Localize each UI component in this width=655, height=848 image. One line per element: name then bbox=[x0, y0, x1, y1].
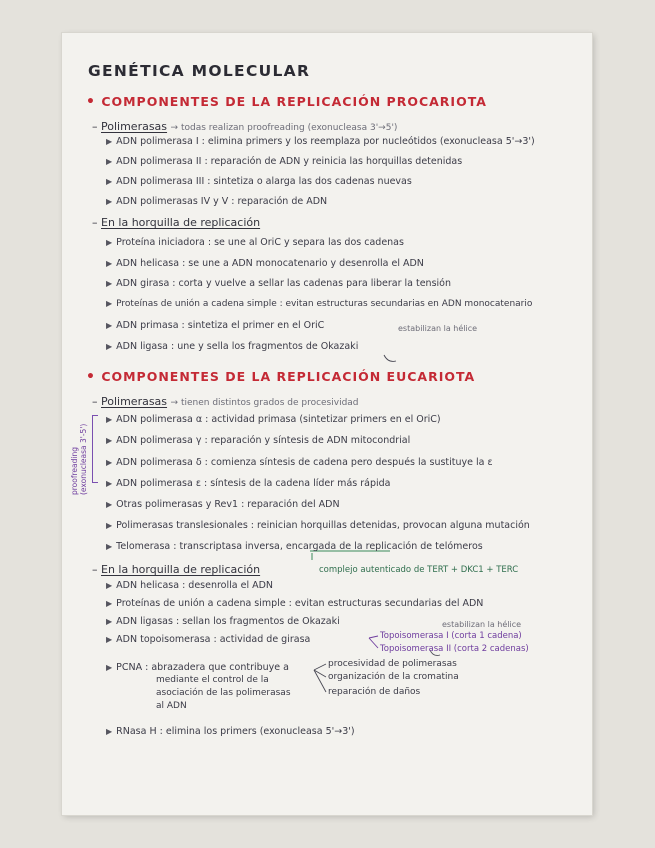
pcna-item-line: mediante el control de la bbox=[156, 675, 269, 685]
bullet-triangle-icon: ▶ bbox=[106, 581, 113, 590]
pcna-item-line: asociación de las polimerasas bbox=[156, 688, 291, 698]
bullet-triangle-icon: ▶ bbox=[106, 521, 113, 530]
eukaryote-pol-item: ▶ Telomerasa : transcriptasa inversa, encargada de la replicación de telómeros bbox=[106, 541, 483, 552]
notebook-page bbox=[62, 33, 592, 815]
prokaryote-fork-item: ▶ ADN ligasa : une y sella los fragmentos de Okazaki bbox=[106, 341, 359, 352]
bullet-triangle-icon: ▶ bbox=[106, 299, 113, 308]
eukaryote-pol-item: ▶ ADN polimerasa α : actividad primasa (sintetizar primers en el OriC) bbox=[106, 414, 441, 425]
prokaryote-fork-item: ▶ Proteína iniciadora : se une al OriC y separa las dos cadenas bbox=[106, 237, 404, 248]
prokaryote-fork-item: ▶ ADN helicasa : se une a ADN monocatenario y desenrolla el ADN bbox=[106, 258, 424, 269]
pcna-role: procesividad de polimerasas bbox=[328, 659, 457, 669]
bullet-triangle-icon: ▶ bbox=[106, 197, 113, 206]
bullet-triangle-icon: ▶ bbox=[106, 542, 113, 551]
eukaryote-heading: • COMPONENTES DE LA REPLICACIÓN EUCARIOTA bbox=[86, 369, 476, 385]
rnasa-item: ▶ RNasa H : elimina los primers (exonucleasa 5'→3') bbox=[106, 726, 355, 737]
bullet-triangle-icon: ▶ bbox=[106, 635, 113, 644]
prokaryote-polymerases-note: → todas realizan proofreading (exonucleasa 3'→5') bbox=[170, 123, 398, 133]
telomerase-complex-note: complejo autenticado de TERT + DKC1 + TERC bbox=[319, 565, 519, 575]
eukaryote-pol-item: ▶ ADN polimerasa δ : comienza síntesis de cadena pero después la sustituye la ε bbox=[106, 457, 493, 468]
bullet-triangle-icon: ▶ bbox=[106, 458, 113, 467]
eukaryote-fork-label: En la horquilla de replicación bbox=[101, 563, 261, 576]
eukaryote-polymerases-note: → tienen distintos grados de procesividad bbox=[170, 398, 359, 408]
pcna-item: ▶ PCNA : abrazadera que contribuye a bbox=[106, 662, 289, 673]
prokaryote-fork-item: ▶ ADN girasa : corta y vuelve a sellar las cadenas para liberar la tensión bbox=[106, 278, 451, 289]
eukaryote-polymerases-label: Polimerasas bbox=[101, 395, 168, 408]
bullet-triangle-icon: ▶ bbox=[106, 663, 113, 672]
eukaryote-fork-row: – En la horquilla de replicación bbox=[92, 563, 261, 576]
bullet-triangle-icon: ▶ bbox=[106, 279, 113, 288]
pcna-item-line: al ADN bbox=[156, 701, 187, 711]
pcna-role: reparación de daños bbox=[328, 687, 421, 697]
prokaryote-polymerases-label: Polimerasas bbox=[101, 120, 168, 133]
prokaryote-fork-row: – En la horquilla de replicación bbox=[92, 216, 261, 229]
prokaryote-pol-item: ▶ ADN polimerasa I : elimina primers y los reemplaza por nucleótidos (exonucleasa 5'→3') bbox=[106, 136, 535, 147]
eukaryote-pol-item: ▶ ADN polimerasa ε : síntesis de la cadena líder más rápida bbox=[106, 478, 391, 489]
bullet-triangle-icon: ▶ bbox=[106, 617, 113, 626]
prokaryote-pol-item: ▶ ADN polimerasas IV y V : reparación de ADN bbox=[106, 196, 328, 207]
prokaryote-stabilize-note: estabilizan la hélice bbox=[398, 324, 478, 333]
bullet-triangle-icon: ▶ bbox=[106, 177, 113, 186]
prokaryote-heading-text: COMPONENTES DE LA REPLICACIÓN PROCARIOTA bbox=[101, 94, 487, 109]
prokaryote-fork-item: ▶ ADN primasa : sintetiza el primer en el OriC bbox=[106, 320, 325, 331]
eukaryote-fork-item: ▶ Proteínas de unión a cadena simple : evitan estructuras secundarias del ADN bbox=[106, 598, 484, 609]
eukaryote-fork-item: ▶ ADN helicasa : desenrolla el ADN bbox=[106, 580, 274, 591]
eukaryote-fork-item: ▶ ADN topoisomerasa : actividad de girasa bbox=[106, 634, 311, 645]
bullet-triangle-icon: ▶ bbox=[106, 321, 113, 330]
bullet-triangle-icon: ▶ bbox=[106, 500, 113, 509]
bullet-triangle-icon: ▶ bbox=[106, 727, 113, 736]
bullet-triangle-icon: ▶ bbox=[106, 157, 113, 166]
pcna-role: organización de la cromatina bbox=[328, 672, 459, 682]
page-title: GENÉTICA MOLECULAR bbox=[88, 62, 311, 80]
bullet-triangle-icon: ▶ bbox=[106, 415, 113, 424]
bullet-triangle-icon: ▶ bbox=[106, 137, 113, 146]
eukaryote-stabilize-note: estabilizan la hélice bbox=[442, 620, 522, 629]
eukaryote-pol-item: ▶ Otras polimerasas y Rev1 : reparación del ADN bbox=[106, 499, 340, 510]
proofreading-brace bbox=[92, 415, 98, 483]
prokaryote-pol-item: ▶ ADN polimerasa III : sintetiza o alarga las dos cadenas nuevas bbox=[106, 176, 412, 187]
bullet-triangle-icon: ▶ bbox=[106, 238, 113, 247]
bullet-triangle-icon: ▶ bbox=[106, 479, 113, 488]
eukaryote-pol-item: ▶ Polimerasas translesionales : reinician horquillas detenidas, provocan alguna mutación bbox=[106, 520, 530, 531]
prokaryote-fork-item: ▶ Proteínas de unión a cadena simple : evitan estructuras secundarias en ADN monocatenario bbox=[106, 299, 533, 309]
bullet-triangle-icon: ▶ bbox=[106, 436, 113, 445]
prokaryote-heading: • COMPONENTES DE LA REPLICACIÓN PROCARIOTA bbox=[86, 94, 487, 110]
prokaryote-pol-item: ▶ ADN polimerasa II : reparación de ADN y reinicia las horquillas detenidas bbox=[106, 156, 463, 167]
eukaryote-fork-item: ▶ ADN ligasas : sellan los fragmentos de Okazaki bbox=[106, 616, 340, 627]
bullet-triangle-icon: ▶ bbox=[106, 259, 113, 268]
bullet-triangle-icon: ▶ bbox=[106, 342, 113, 351]
bullet-triangle-icon: ▶ bbox=[106, 599, 113, 608]
proofreading-side-note: proofreading bbox=[70, 447, 79, 495]
prokaryote-fork-label: En la horquilla de replicación bbox=[101, 216, 261, 229]
topoisomerase-one-note: Topoisomerasa I (corta 1 cadena) bbox=[380, 631, 522, 641]
topoisomerase-two-note: Topoisomerasa II (corta 2 cadenas) bbox=[380, 644, 529, 654]
proofreading-side-note-detail: (exonucleasa 3'-5') bbox=[79, 423, 88, 495]
prokaryote-polymerases-row: – Polimerasas → todas realizan proofreading (exonucleasa 3'→5') bbox=[92, 120, 398, 133]
eukaryote-polymerases-row: – Polimerasas → tienen distintos grados de procesividad bbox=[92, 395, 359, 408]
eukaryote-heading-text: COMPONENTES DE LA REPLICACIÓN EUCARIOTA bbox=[101, 369, 476, 384]
eukaryote-pol-item: ▶ ADN polimerasa γ : reparación y síntesis de ADN mitocondrial bbox=[106, 435, 411, 446]
